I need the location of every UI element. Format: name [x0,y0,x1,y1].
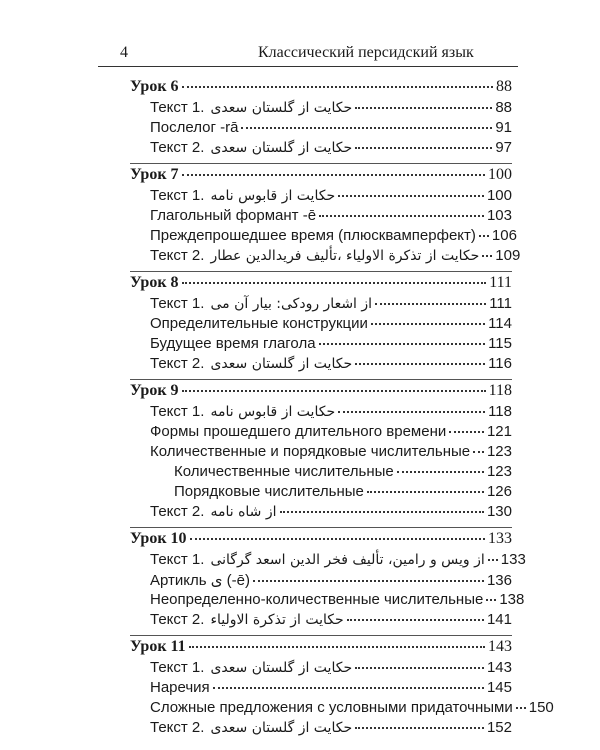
entry-label: Неопределенно-количественные числительные [150,591,484,608]
lesson-heading[interactable] [130,166,512,187]
leader-dots [367,490,484,493]
toc-entry[interactable] [130,503,512,523]
entry-label: Глагольный формант -ē [150,207,317,224]
toc-entry[interactable] [130,207,512,227]
page-ref: 123 [486,463,512,480]
entry-label: Определительные конструкции [150,315,368,332]
lesson-section [130,163,521,267]
page-ref: 103 [486,207,512,224]
lesson-section [130,379,512,523]
entry-label: Послелог -rā [150,119,239,136]
entry-label: Текст 1. [150,551,205,568]
leader-dots [319,214,484,217]
leader-dots [190,537,485,540]
toc-entry[interactable] [130,187,512,207]
leader-dots [213,686,484,689]
lesson-section [130,527,526,631]
lesson-title: Урок 10 [130,530,187,547]
toc-entry[interactable] [130,335,512,355]
page-ref: 138 [499,591,525,608]
toc-entry[interactable] [130,719,512,739]
toc-entry[interactable] [130,679,512,699]
lesson-heading[interactable] [130,638,512,659]
entry-label: Текст 2. [150,139,205,156]
toc-entry[interactable] [130,443,512,463]
leader-dots [355,666,484,669]
leader-dots [182,173,485,176]
page-ref: 88 [496,78,512,95]
entry-label: Будущее время глагола [150,335,316,352]
toc-entry[interactable] [130,227,517,247]
lesson-section [130,76,512,159]
toc-entry[interactable] [130,119,512,139]
leader-dots [182,281,487,284]
toc-entry[interactable] [130,611,512,631]
entry-label: Порядковые числительные [174,483,364,500]
lesson-section [130,271,512,375]
toc-entry[interactable] [130,355,512,375]
entry-persian-title: حکایت از تذکرة الاولیاء ،تألیف فریدالدین عطار [210,248,480,264]
leader-dots [182,389,486,392]
leader-dots [253,579,484,582]
entry-persian-title: حکایت از گلستان سعدی [210,140,353,156]
leader-dots [347,618,484,621]
leader-dots [355,726,484,729]
page-number: 4 [120,44,128,61]
toc-entry[interactable] [130,591,525,611]
entry-label: Преждепрошедшее время (плюсквамперфект) [150,227,476,244]
page-ref: 116 [488,355,512,372]
page-ref: 100 [486,187,512,204]
leader-dots [241,126,492,129]
page-ref: 136 [486,572,512,589]
page-ref: 111 [489,274,512,291]
leader-dots [479,234,489,237]
running-title: Классический персидский язык [258,44,474,61]
lesson-heading[interactable] [130,530,512,551]
page-ref: 123 [486,443,512,460]
entry-label: Текст 2. [150,503,205,520]
entry-label: Формы прошедшего длительного времени [150,423,447,440]
leader-dots [182,85,493,88]
page-ref: 133 [500,551,526,568]
toc-entry[interactable] [130,315,512,335]
page-header [98,44,518,67]
lesson-title: Урок 8 [130,274,179,291]
entry-persian-title: حکایت از قابوس نامه [210,188,336,204]
leader-dots [516,706,526,709]
page-ref: 91 [495,119,512,136]
entry-persian-title: حکایت از گلستان سعدی [210,660,353,676]
leader-dots [449,430,484,433]
lesson-title: Урок 7 [130,166,179,183]
toc-entry[interactable] [130,295,512,315]
page-ref: 118 [488,382,512,399]
toc-entry[interactable] [130,571,512,591]
page-ref: 130 [486,503,512,520]
toc-entry[interactable] [130,99,512,119]
entry-label: Текст 1. [150,403,205,420]
entry-persian-title: از شاه نامه [210,504,277,520]
entry-label: Текст 1. [150,187,205,204]
lesson-heading[interactable] [130,78,512,99]
leader-dots [355,362,485,365]
page-ref: 115 [488,335,512,352]
entry-persian-title: حکایت از گلستان سعدی [210,100,353,116]
lesson-heading[interactable] [130,382,512,403]
toc-entry[interactable] [130,483,512,503]
page-ref: 145 [486,679,512,696]
leader-dots [319,342,486,345]
entry-persian-title: حکایت از قابوس نامه [210,404,336,420]
toc-entry[interactable] [130,699,554,719]
leader-dots [280,510,484,513]
entry-label: Количественные и порядковые числительные [150,443,471,460]
page-ref: 133 [488,530,512,547]
page-ref: 88 [495,99,512,116]
lesson-section [130,635,554,739]
toc-entry[interactable] [130,463,512,483]
page-ref: 121 [486,423,512,440]
page-ref: 150 [528,699,554,716]
page-ref: 141 [486,611,512,628]
entry-label: Наречия [150,679,210,696]
page-ref: 111 [489,295,512,312]
entry-persian-title: حکایت از گلستان سعدی [210,356,353,372]
entry-label: Текст 2. [150,355,205,372]
entry-label: Текст 2. [150,247,205,264]
table-of-contents [130,76,554,743]
page-ref: 100 [488,166,512,183]
leader-dots [371,322,485,325]
leader-dots [375,302,486,305]
lesson-title: Урок 6 [130,78,179,95]
entry-persian-title: حکایت از تذکرة الاولیاء [210,612,344,628]
page-ref: 143 [486,659,512,676]
entry-label: Сложные предложения с условными придаточными [150,699,513,716]
leader-dots [473,450,484,453]
leader-dots [355,106,492,109]
entry-label: Текст 1. [150,99,205,116]
page-ref: 109 [495,247,521,264]
leader-dots [338,410,485,413]
leader-dots [189,645,485,648]
page-ref: 143 [488,638,512,655]
entry-persian-title: از اشعار رودکی: بیار آن می [210,296,373,312]
page-ref: 126 [486,483,512,500]
page-ref: 97 [495,139,512,156]
entry-label: Текст 2. [150,719,205,736]
leader-dots [488,558,498,561]
page-ref: 118 [488,403,512,420]
entry-label: Артикль ی (-ē) [150,572,250,589]
toc-entry[interactable] [130,139,512,159]
leader-dots [397,470,484,473]
entry-label: Текст 2. [150,611,205,628]
entry-label: Текст 1. [150,295,205,312]
toc-entry[interactable] [130,247,521,267]
leader-dots [338,194,484,197]
toc-entry[interactable] [130,551,526,571]
toc-entry[interactable] [130,659,512,679]
lesson-title: Урок 11 [130,638,186,655]
page-ref: 106 [491,227,517,244]
entry-label: Количественные числительные [174,463,394,480]
lesson-title: Урок 9 [130,382,179,399]
entry-persian-title: حکایت از گلستان سعدی [210,720,353,736]
toc-entry[interactable] [130,423,512,443]
page-ref: 114 [488,315,512,332]
leader-dots [482,254,492,257]
entry-persian-title: از ویس و رامین، تألیف فخر الدین اسعد گرگانی [210,552,485,568]
leader-dots [486,598,496,601]
toc-entry[interactable] [130,403,512,423]
entry-label: Текст 1. [150,659,205,676]
page-ref: 152 [486,719,512,736]
lesson-heading[interactable] [130,274,512,295]
leader-dots [355,146,492,149]
